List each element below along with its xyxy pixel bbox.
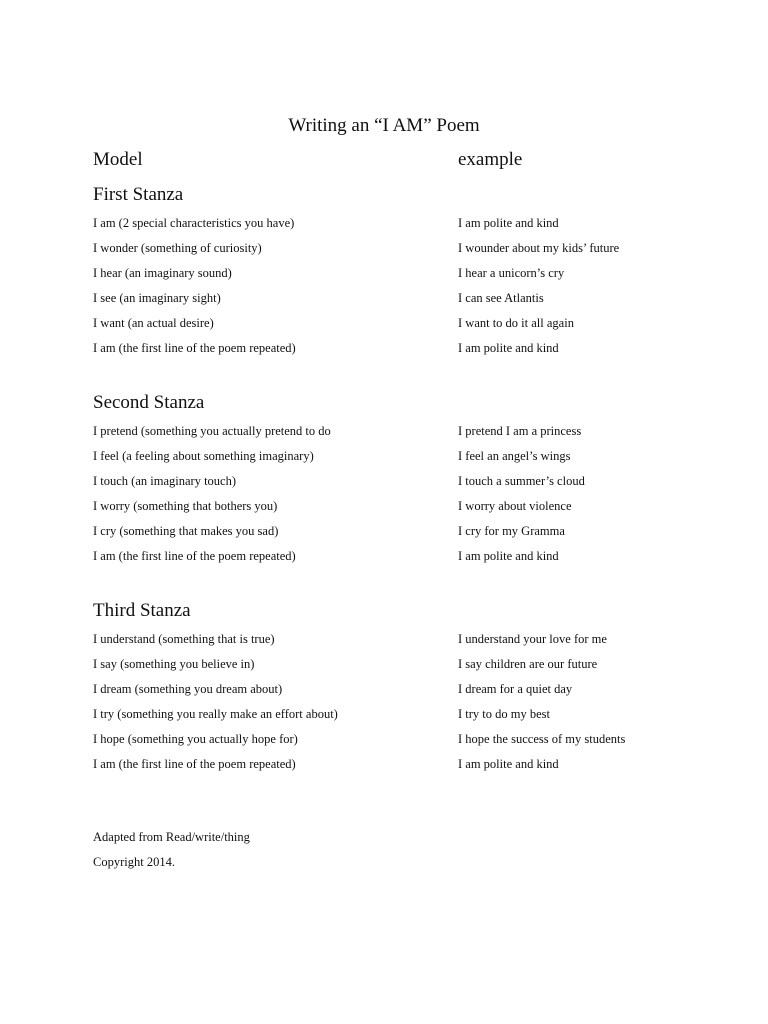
stanza-1-heading: First Stanza xyxy=(93,184,184,205)
stanza-line xyxy=(93,240,693,265)
model-line: I try (something you really make an effort about) xyxy=(93,707,338,721)
example-line: I try to do my best xyxy=(458,707,551,721)
stanza-3-heading: Third Stanza xyxy=(93,600,191,621)
model-line: I worry (something that bothers you) xyxy=(93,499,278,513)
stanza-line xyxy=(93,631,693,656)
model-line: I feel (a feeling about something imaginary) xyxy=(93,449,314,463)
adapted-from-text: Adapted from Read/write/thing xyxy=(93,830,250,844)
stanza-line xyxy=(93,681,693,706)
stanza-2-lines xyxy=(93,423,693,573)
example-line: I cry for my Gramma xyxy=(458,524,565,538)
example-line: I dream for a quiet day xyxy=(458,682,573,696)
example-line: I say children are our future xyxy=(458,657,598,671)
attribution-footer xyxy=(93,829,250,879)
model-line: I hope (something you actually hope for) xyxy=(93,732,298,746)
stanza-2-heading: Second Stanza xyxy=(93,392,205,413)
stanza-line xyxy=(93,731,693,756)
example-line: I am polite and kind xyxy=(458,757,559,771)
model-line: I hear (an imaginary sound) xyxy=(93,266,232,280)
example-line: I want to do it all again xyxy=(458,316,574,330)
example-line: I hope the success of my students xyxy=(458,732,626,746)
model-line: I pretend (something you actually pretend to do xyxy=(93,424,331,438)
stanza-line xyxy=(93,448,693,473)
model-line: I am (the first line of the poem repeated) xyxy=(93,757,296,771)
stanza-line xyxy=(93,340,693,365)
example-line: I am polite and kind xyxy=(458,549,559,563)
model-line: I am (the first line of the poem repeated) xyxy=(93,341,296,355)
example-line: I wounder about my kids’ future xyxy=(458,241,620,255)
model-line: I wonder (something of curiosity) xyxy=(93,241,262,255)
model-line: I am (2 special characteristics you have) xyxy=(93,216,295,230)
model-line: I cry (something that makes you sad) xyxy=(93,524,279,538)
stanza-line xyxy=(93,265,693,290)
stanza-line xyxy=(93,548,693,573)
model-line: I want (an actual desire) xyxy=(93,316,214,330)
model-line: I see (an imaginary sight) xyxy=(93,291,221,305)
stanza-line xyxy=(93,498,693,523)
example-line: I hear a unicorn’s cry xyxy=(458,266,565,280)
stanza-line xyxy=(93,290,693,315)
stanza-1-lines xyxy=(93,215,693,365)
stanza-line xyxy=(93,656,693,681)
model-column-heading: Model xyxy=(93,149,143,170)
stanza-line xyxy=(93,523,693,548)
model-line: I say (something you believe in) xyxy=(93,657,255,671)
example-line: I touch a summer’s cloud xyxy=(458,474,585,488)
example-line: I feel an angel’s wings xyxy=(458,449,571,463)
example-line: I worry about violence xyxy=(458,499,572,513)
model-line: I touch (an imaginary touch) xyxy=(93,474,237,488)
stanza-line xyxy=(93,215,693,240)
stanza-line xyxy=(93,423,693,448)
stanza-line xyxy=(93,315,693,340)
model-line: I am (the first line of the poem repeated) xyxy=(93,549,296,563)
stanza-line xyxy=(93,706,693,731)
example-line: I am polite and kind xyxy=(458,341,559,355)
example-column-heading: example xyxy=(458,149,523,170)
copyright-text: Copyright 2014. xyxy=(93,855,175,869)
example-line: I am polite and kind xyxy=(458,216,559,230)
page-title: Writing an “I AM” Poem xyxy=(288,115,480,136)
stanza-line xyxy=(93,756,693,781)
model-line: I understand (something that is true) xyxy=(93,632,275,646)
example-line: I pretend I am a princess xyxy=(458,424,582,438)
example-line: I understand your love for me xyxy=(458,632,607,646)
example-line: I can see Atlantis xyxy=(458,291,544,305)
stanza-line xyxy=(93,473,693,498)
stanza-3-lines xyxy=(93,631,693,781)
model-line: I dream (something you dream about) xyxy=(93,682,283,696)
